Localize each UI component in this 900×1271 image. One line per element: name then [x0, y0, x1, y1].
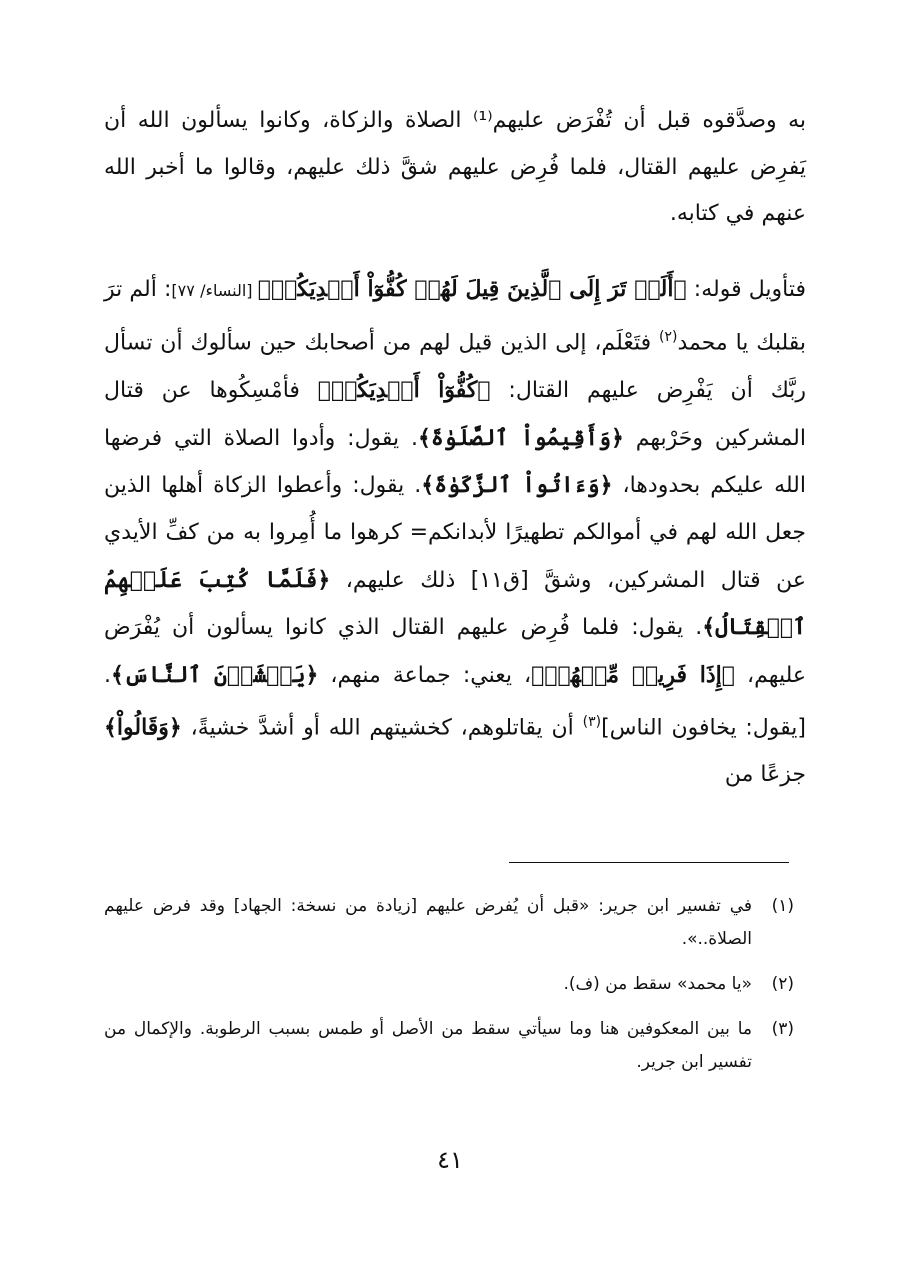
text-run: فتأويل قوله: — [686, 276, 807, 302]
text-run: : ألم ترَ بقلبك يا محمد — [104, 276, 807, 356]
quran-quote: ﴿إِذَا فَرِيقٞ مِّنۡهُمۡ﴾ — [531, 661, 735, 688]
manuscript-folio-marker: [ق١١] — [470, 567, 529, 593]
footnote-divider — [509, 862, 789, 863]
text-run: ذلك عليهم، — [330, 567, 471, 593]
verse-reference: [النساء/ ٧٧] — [171, 280, 258, 300]
text-run: . يقول: وأدوا الصلاة التي فرضها الله عليكم بحدودها، — [104, 425, 806, 499]
footnotes — [104, 890, 794, 1091]
footnote-number: (٢) — [771, 974, 794, 994]
text-run: . يقول: وأعطوا الزكاة أهلها الذين جعل الله لهم في أموالكم تطهيرًا لأبدانكم= كرهوا ما أُمِروا به من كفِّ الأيدي عن قتال المشركين، وشقَّ — [104, 473, 807, 593]
main-text — [104, 98, 806, 799]
footnote-text: في تفسير ابن جرير: «قبل أن يُفرض عليهم [زيادة من نسخة: الجهاد] وقد فرض عليهم الصلاة..». — [104, 896, 752, 949]
footnote-number: (١) — [771, 896, 794, 916]
footnote-text: ما بين المعكوفين هنا وما سيأتي سقط من الأصل أو طمس بسبب الرطوبة. والإكمال من تفسير ابن جرير. — [104, 1019, 752, 1072]
text-run: ، يعني: جماعة منهم، — [318, 662, 532, 688]
page-number: ٤١ — [437, 1146, 463, 1174]
text-run: جزعًا من — [724, 762, 806, 788]
text-run: فتَعْلَم، إلى الذين قيل لهم من أصحابك حين سألوك أن تسأل ربَّك أن يَفْرِض عليهم القتال: — [104, 330, 806, 404]
footnote-text: «يا محمد» سقط من (ف). — [563, 974, 752, 994]
quran-quote: ﴿يَخۡشَوۡنَ ٱلنَّاسَ﴾ — [111, 661, 319, 688]
footnote-3 — [104, 1013, 794, 1079]
paragraph-2 — [104, 266, 806, 799]
text-run: فأمْسِكُوها عن قتال المشركين وحَرْبهم — [104, 378, 806, 451]
quran-quote: ﴿وَقَالُواْ﴾ — [104, 714, 182, 741]
quran-quote: ﴿وَأَقِيمُواْ ٱلصَّلَوٰةَ﴾ — [418, 424, 624, 451]
paragraph-1-text: به وصدَّقوه قبل أن تُفْرَض عليهم⁽¹⁾ الصلاة والزكاة، وكانوا يسألون الله أن يَفرِض عليهم القتال، فلما فُرِض عليهم شقَّ ذلك عليهم، وقالوا ما أخبر الله عنهم في كتابه. — [104, 108, 807, 227]
quran-quote: ﴿فَلَمَّا كُتِبَ عَلَيۡهِمُ ٱلۡقِتَالُ﴾ — [104, 566, 806, 641]
quran-quote: ﴿أَلَمۡ تَرَ إِلَى ٱلَّذِينَ قِيلَ لَهُمۡ كُفُّوٓاْ أَيۡدِيَكُمۡ﴾ — [257, 275, 687, 302]
quran-quote: ﴿وَءَاتُواْ ٱلزَّكَوٰةَ﴾ — [421, 472, 613, 499]
paragraph-1 — [104, 98, 806, 238]
footnote-marker-3: (٣) — [582, 714, 602, 731]
text-run: . يقول: فلما فُرِض عليهم القتال الذي كانوا يسألون أن يُفْرَض عليهم، — [104, 615, 806, 688]
footnote-marker-2: (٢) — [659, 329, 678, 346]
text-run: . [يقول: يخافون الناس] — [104, 662, 806, 741]
footnote-number: (٣) — [771, 1019, 794, 1039]
footnote-2 — [104, 968, 794, 1001]
text-run: أن يقاتلوهم، كخشيتهم الله أو أشدَّ خشيةً، — [181, 715, 583, 741]
quran-quote: ﴿كُفُّوٓاْ أَيۡدِيَكُمۡ﴾ — [317, 377, 491, 404]
footnote-1 — [104, 890, 794, 956]
